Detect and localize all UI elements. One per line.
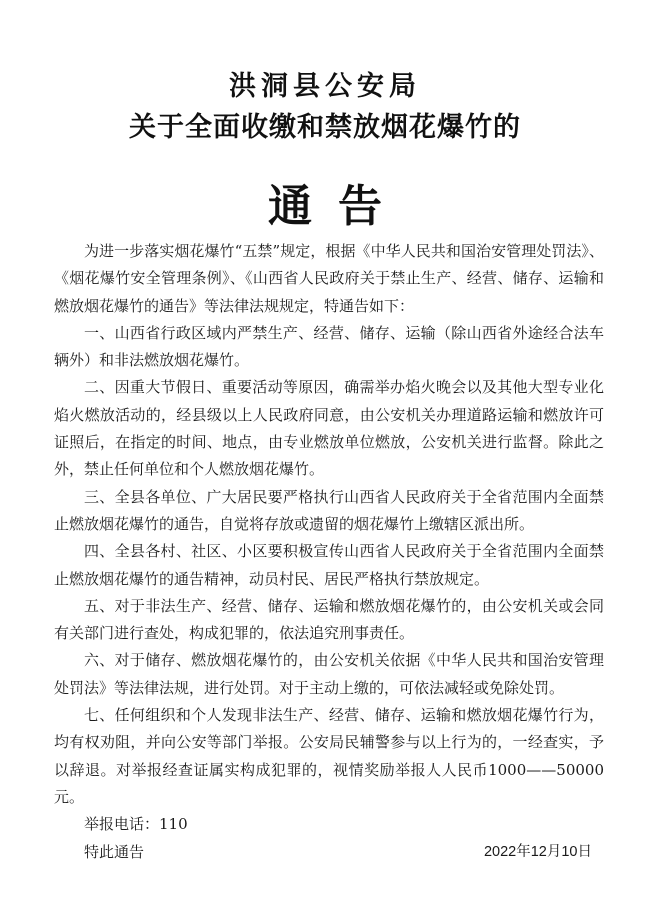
clause-2: 二、因重大节假日、重要活动等原因，确需举办焰火晚会以及其他大型专业化焰火燃放活动的，经县级以上人民政府同意，由公安机关办理道路运输和燃放许可证照后，在指定的时间、地点，由专业燃放单位燃放，公安机关进行监督。除此之外，禁止任何单位和个人燃放烟花爆竹。 (54, 378, 604, 479)
issue-date: 2022年12月10日 (483, 844, 592, 860)
clause-3: 三、全县各单位、广大居民要严格执行山西省人民政府关于全省范围内全面禁止燃放烟花爆竹的通告，自觉将存放或遗留的烟花爆竹上缴辖区派出所。 (54, 487, 604, 533)
closing-remark: 特此通告 (84, 842, 145, 861)
clause-6: 六、对于储存、燃放烟花爆竹的，由公安机关依据《中华人民共和国治安管理处罚法》等法律法规，进行处罚。对于主动上缴的，可依法减轻或免除处罚。 (54, 651, 604, 697)
clause-7: 七、任何组织和个人发现非法生产、经营、储存、运输和燃放烟花爆竹行为，均有权劝阻，并向公安等部门举报。公安局民辅警参与以上行为的，一经查实，予以辞退。对举报经查证属实构成犯罪的，视情奖励举报人人民币1000——50000元。 (54, 706, 604, 806)
intro-paragraph: 为进一步落实烟花爆竹“五禁”规定，根据《中华人民共和国治安管理处罚法》、《烟花爆竹安全管理条例》、《山西省人民政府关于禁止生产、经营、储存、运输和燃放烟花爆竹的通告》等法律法规规定，特通告如下： (54, 242, 604, 315)
issuer-title: 洪洞县公安局 (229, 71, 421, 102)
clause-1: 一、山西省行政区域内严禁生产、经营、储存、运输（除山西省外途经合法车辆外）和非法燃放烟花爆竹。 (54, 323, 604, 370)
clause-5: 五、对于非法生产、经营、储存、运输和燃放烟花爆竹的，由公安机关或会同有关部门进行查处，构成犯罪的，依法追究刑事责任。 (54, 596, 604, 643)
report-hotline: 举报电话：110 (84, 815, 188, 834)
document-type-heading: 通告 (268, 181, 408, 232)
notice-body (54, 238, 604, 866)
clause-4: 四、全县各村、社区、小区要积极宣传山西省人民政府关于全省范围内全面禁止燃放烟花爆竹的通告精神，动员村民、居民严格执行禁放规定。 (54, 542, 604, 588)
subtitle: 关于全面收缴和禁放烟花爆竹的 (129, 112, 521, 143)
